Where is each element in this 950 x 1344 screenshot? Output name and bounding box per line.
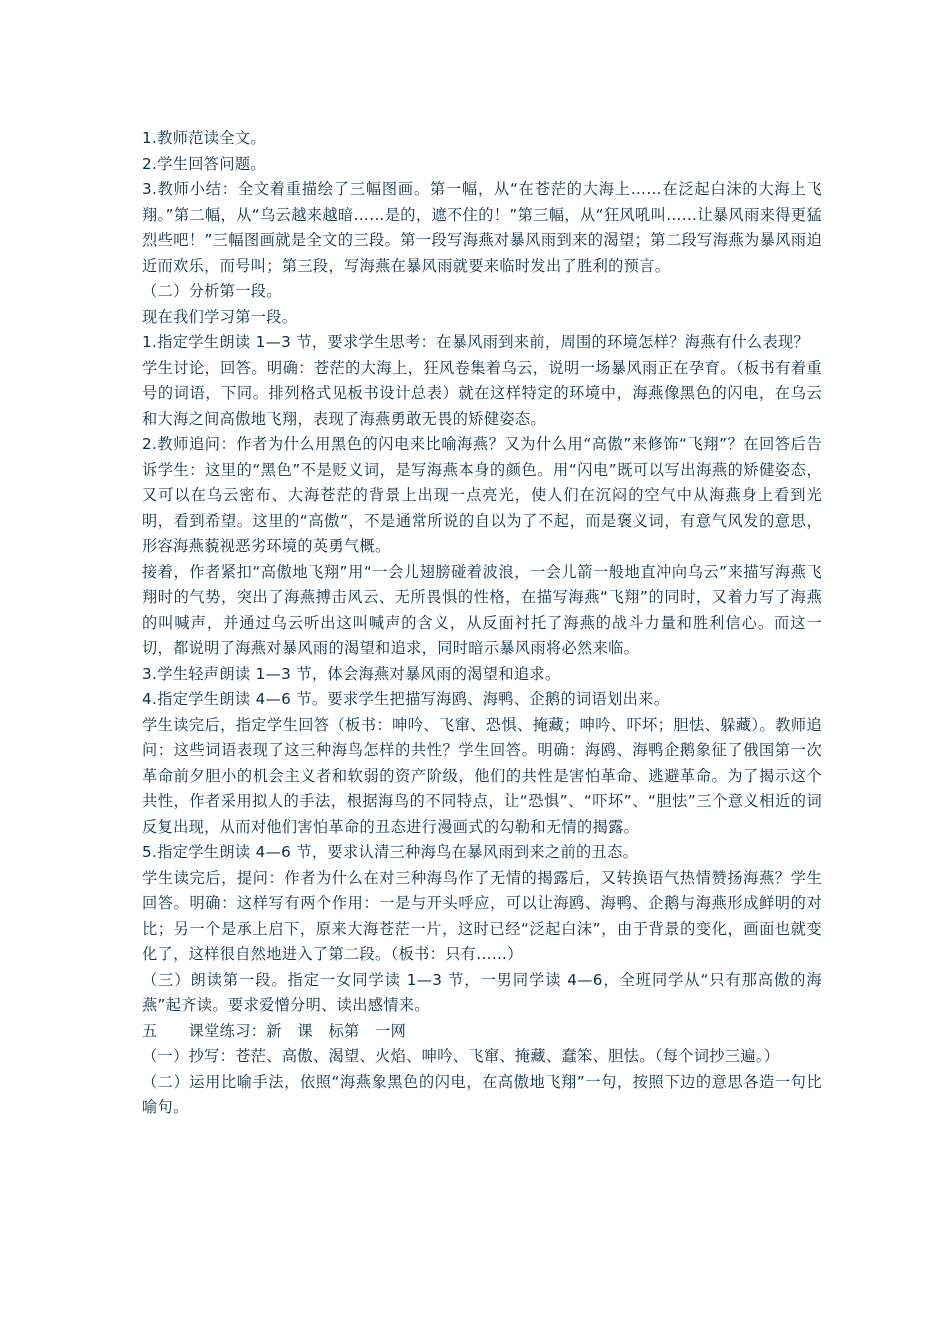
- document-body: [142, 126, 822, 1121]
- analysis-step-1-answer: 学生讨论，回答。明确：苍茫的大海上，狂风卷集着乌云，说明一场暴风雨正在孕育。（板书有着重号的词语，下同。排列格式见板书设计总表）就在这样特定的环境中，海燕像黑色的闪电，在乌云和大海之间高傲地飞翔，表现了海燕勇敢无畏的矫健姿态。: [142, 358, 822, 428]
- analysis-step-1: 1.指定学生朗读 1—3 节，要求学生思考：在暴风雨到来前，周围的环境怎样？海燕有什么表现？: [142, 333, 810, 351]
- section-3-reading: （三）朗读第一段。指定一女同学读 1—3 节，一男同学读 4—6，全班同学从“只有那高傲的海燕”起齐读。要求爱憎分明、读出感情来。: [142, 970, 822, 1014]
- step-3-teacher-summary: 3.教师小结：全文着重描绘了三幅图画。第一幅，从“在苍茫的大海上……在泛起白沫的大海上飞翔。”第二幅，从“乌云越来越暗……是的，遮不住的！”第三幅，从“狂风吼叫……让暴风雨来得更猛烈些吧！”三幅图画就是全文的三段。第一段写海燕对暴风雨到来的渴望；第二段写海燕为暴风雨迫近而欢乐，而号叫；第三段，写海燕在暴风雨就要来临时发出了胜利的预言。: [142, 180, 822, 275]
- section-2-intro: 现在我们学习第一段。: [142, 307, 298, 326]
- exercise-heading: 五 课堂练习：新 课 标第 一网: [142, 1021, 407, 1040]
- analysis-step-5-answer: 学生读完后，提问：作者为什么在对三种海鸟作了无情的揭露后，又转换语气热情赞扬海燕？学生回答。明确：这样写有两个作用：一是与开头呼应，可以让海鸥、海鸭、企鹅与海燕形成鲜明的对比；另一个是承上启下，原来大海苍茫一片，这时已经“泛起白沫”，由于背景的变化，画面也就变化了，这样很自然地进入了第二段。（板书：只有……）: [142, 868, 822, 963]
- step-1-teacher-reads: 1.教师范读全文。: [142, 129, 266, 147]
- step-2-students-answer: 2.学生回答问题。: [142, 154, 266, 173]
- analysis-step-2: 2.教师追问：作者为什么用黑色的闪电来比喻海燕？又为什么用“高傲”来修饰“飞翔”？在回答后告诉学生：这里的“黑色”不是贬义词，是写海燕本身的颜色。用“闪电”既可以写出海燕的矫健姿态，又可以在乌云密布、大海苍茫的背景上出现一点亮光，使人们在沉闷的空气中从海燕身上看到光明，看到希望。这里的“高傲”，不是通常所说的自以为了不起，而是褒义词，有意气风发的意思，形容海燕藐视恶劣环境的英勇气概。: [142, 435, 822, 555]
- analysis-step-4: 4.指定学生朗读 4—6 节。要求学生把描写海鸥、海鸭、企鹅的词语划出来。: [142, 690, 670, 708]
- section-2-heading: （二）分析第一段。: [142, 282, 282, 300]
- analysis-step-3: 3.学生轻声朗读 1—3 节，体会海燕对暴风雨的渴望和追求。: [142, 664, 561, 683]
- exercise-1-copy-words: （一）抄写：苍茫、高傲、渴望、火焰、呻吟、飞窜、掩藏、蠢笨、胆怯。（每个词抄三遍。）: [142, 1047, 780, 1065]
- exercise-2-metaphor: （二）运用比喻手法，依照“海燕象黑色的闪电，在高傲地飞翔”一句，按照下边的意思各造一句比喻句。: [142, 1072, 822, 1116]
- analysis-step-2-continued: 接着，作者紧扣“高傲地飞翔”用“一会儿翅膀碰着波浪，一会儿箭一般地直冲向乌云”来描写海燕飞翔时的气势，突出了海燕搏击风云、无所畏惧的性格，在描写海燕“飞翔”的同时，又着力写了海燕的叫喊声，并通过乌云听出这叫喊声的含义，从反面衬托了海燕的战斗力量和胜利信心。而这一切，都说明了海燕对暴风雨的渴望和追求，同时暗示暴风雨将必然来临。: [142, 562, 822, 657]
- analysis-step-4-answer: 学生读完后，指定学生回答（板书：呻吟、飞窜、恐惧、掩藏；呻吟、吓坏；胆怯、躲藏）。教师追问：这些词语表现了这三种海鸟怎样的共性？学生回答。明确：海鸥、海鸭企鹅象征了俄国第一次革命前夕胆小的机会主义者和软弱的资产阶级，他们的共性是害怕革命、逃避革命。为了揭示这个共性，作者采用拟人的手法，根据海鸟的不同特点，让“恐惧”、“吓坏”、“胆怯”三个意义相近的词反复出现，从而对他们害怕革命的丑态进行漫画式的勾勒和无情的揭露。: [142, 715, 822, 836]
- analysis-step-5: 5.指定学生朗读 4—6 节，要求认清三种海鸟在暴风雨到来之前的丑态。: [142, 843, 639, 861]
